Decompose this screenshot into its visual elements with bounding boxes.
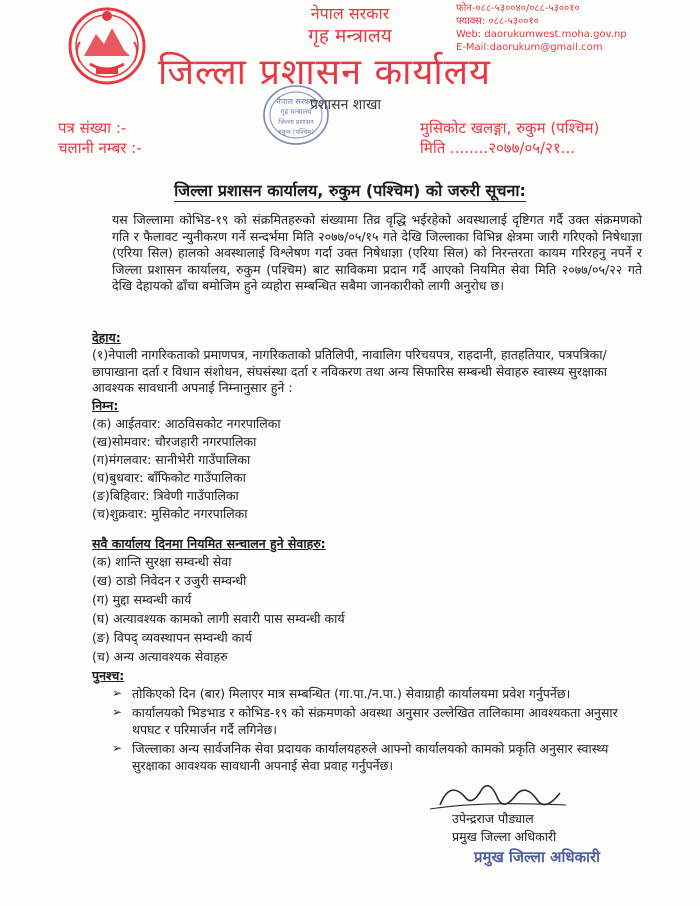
service-row: (ख) ठाडो निवेदन र उजुरी सम्वन्धी [92, 573, 247, 588]
day-row: (च)शुक्रवार: मुसिकोट नगरपालिका [92, 506, 248, 521]
svg-text:जिल्ला प्रशासन: जिल्ला प्रशासन [278, 118, 314, 126]
arrow-bullet-icon: ➢ [112, 705, 123, 719]
notice-intro: यस जिल्लामा कोभिड-१९ को संक्रमितहरुको संख्यामा तिव्र वृद्धि भईरहेको अवस्थालाई दृष्टिगत गर्दै उक्त संक्रमणको गति र फैलावट न्युनीकरण गर्ने सन्दर्भमा मिति २०७७/०५/१५ गते देखि जिल्लाका विभिन्न क्षेत्रमा जारी गरिएको निषेधाज्ञा (एरिया सिल) हालको अवस्थालाई विश्लेषण गर्दा उक्त निषेधाज्ञा (एरिया सिल) को निरन्तरता कायम गरिरहनु नपर्ने र जिल्ला प्रशासन कार्यालय, रुकुम (पश्चिम) बाट साविकमा प्रदान गर्दै आएको नियमित सेवा मिति २०७७/०५/२२ गते देखि देहायको ढाँचा बमोजिम हुने व्यहोरा सम्बन्धित सबैमा जानकारीको लागी अनुरोध छ। [112, 212, 642, 293]
days-heading: निम्न: [92, 398, 119, 413]
svg-text:गृह मन्त्रालय: गृह मन्त्रालय [280, 108, 312, 116]
office-stamp [262, 84, 330, 146]
daily-services-heading: सवै कार्यालय दिनमा नियमित सन्चालन हुने सेवाहरु: [92, 536, 326, 551]
schedule-heading: देहाय: [92, 330, 121, 345]
government-name: नेपाल सरकार [310, 4, 390, 23]
day-row: (ङ)बिहिवार: त्रिवेणी गाउँपालिका [92, 488, 239, 503]
signatory-title: प्रमुख जिल्ला अधिकारी [452, 829, 557, 844]
day-row: (क) आईतवार: आठविसकोट नगरपालिका [92, 416, 281, 431]
svg-text:नेपाल सरकार: नेपाल सरकार [276, 97, 316, 106]
postscript-item: कार्यालयको भिडभाड र कोभिड-१९ को संक्रमणको अवस्था अनुसार उल्लेखित तालिकामा आवश्यकता अनुसार थपघट र परिमार्जन गर्दै लगिनेछ। [132, 705, 618, 737]
letter-number-label: पत्र संख्या :- [58, 119, 127, 137]
website-text: Web: daorukumwest.moha.gov.np [456, 29, 627, 40]
letter-date: मिति ........२०७७/०५/२१... [420, 139, 576, 157]
service-row: (ङ) विपद् व्यवस्थापन सम्वन्धी कार्य [92, 630, 252, 645]
fax-text: फ्याक्स: ०८८-५३००१० [456, 16, 539, 27]
postscript-item: जिल्लाका अन्य सार्वजनिक सेवा प्रदायक कार्यालयहरुले आफ्नो कार्यालयको कामको प्रकृति अनुसार स्वास्थ्य सुरक्षाका आवश्यक सावधानी अपनाई सेवा प्रवाह गर्नुपर्नेछ। [132, 741, 609, 773]
postscript-heading: पुनश्च: [92, 668, 125, 683]
notice-title: जिल्ला प्रशासन कार्यालय, रुकुम (पश्चिम) को जरुरी सूचना: [174, 181, 526, 200]
day-row: (ख)सोमवार: चौरजहारी नगरपालिका [92, 434, 257, 449]
service-row: (ग) मुद्दा सम्वन्धी कार्य [92, 592, 192, 607]
arrow-bullet-icon: ➢ [112, 741, 123, 755]
schedule-item-1: (१)नेपाली नागरिकताको प्रमाणपत्र, नागरिकताको प्रतिलिपी, नावालिग परिचयपत्र, राहदानी, हातहतियार, पत्रपत्रिका/छापाखाना दर्ता र विधान संशोधन, संघसंस्था दर्ता र नविकरण तथा अन्य सिफारिस सम्बन्धी सेवाहरु स्वास्थ्य सुरक्षाका आवश्यक सावधानी अपनाई निम्नानुसार हुने : [92, 347, 607, 395]
signatory-name: उपेन्द्रराज पौड्याल [452, 811, 534, 826]
service-row: (क) शान्ति सुरक्षा सम्वन्धी सेवा [92, 554, 232, 569]
svg-text:रुकुम (पश्चिम): रुकुम (पश्चिम) [277, 128, 315, 136]
office-location: मुसिकोट खलङ्गा, रुकुम (पश्चिम) [420, 119, 600, 137]
service-row: (घ) अत्यावश्यक कामको लागी सवारी पास सम्वन्धी कार्य [92, 611, 345, 626]
day-row: (घ)बुधवार: बाँफिकोट गाउँपालिका [92, 470, 246, 485]
postscript-item: तोकिएको दिन (बार) मिलाएर मात्र सम्बन्धित (गा.पा./न.पा.) सेवाग्राही कार्यालयमा प्रवेश गर्नुपर्नेछ। [132, 686, 571, 701]
designation-seal: प्रमुख जिल्ला अधिकारी [474, 848, 601, 866]
section-name: प्रशासन शाखा [310, 97, 382, 113]
dispatch-number-label: चलानी नम्बर :- [58, 139, 142, 157]
contact-block [456, 2, 627, 54]
arrow-bullet-icon: ➢ [112, 686, 123, 700]
office-name: जिल्ला प्रशासन कार्यालय [158, 52, 491, 93]
email-text: E-Mail:daorukum@gmail.com [456, 42, 603, 53]
ministry-name: गृह मन्त्रालय [308, 25, 392, 47]
service-row: (च) अन्य अत्यावश्यक सेवाहरु [92, 649, 228, 664]
day-row: (ग)मंगलवार: सानीभेरी गाउँपालिका [92, 452, 251, 467]
phone-text: फोन-०८८-५३००४०/०८८-५३००१० [456, 3, 580, 14]
